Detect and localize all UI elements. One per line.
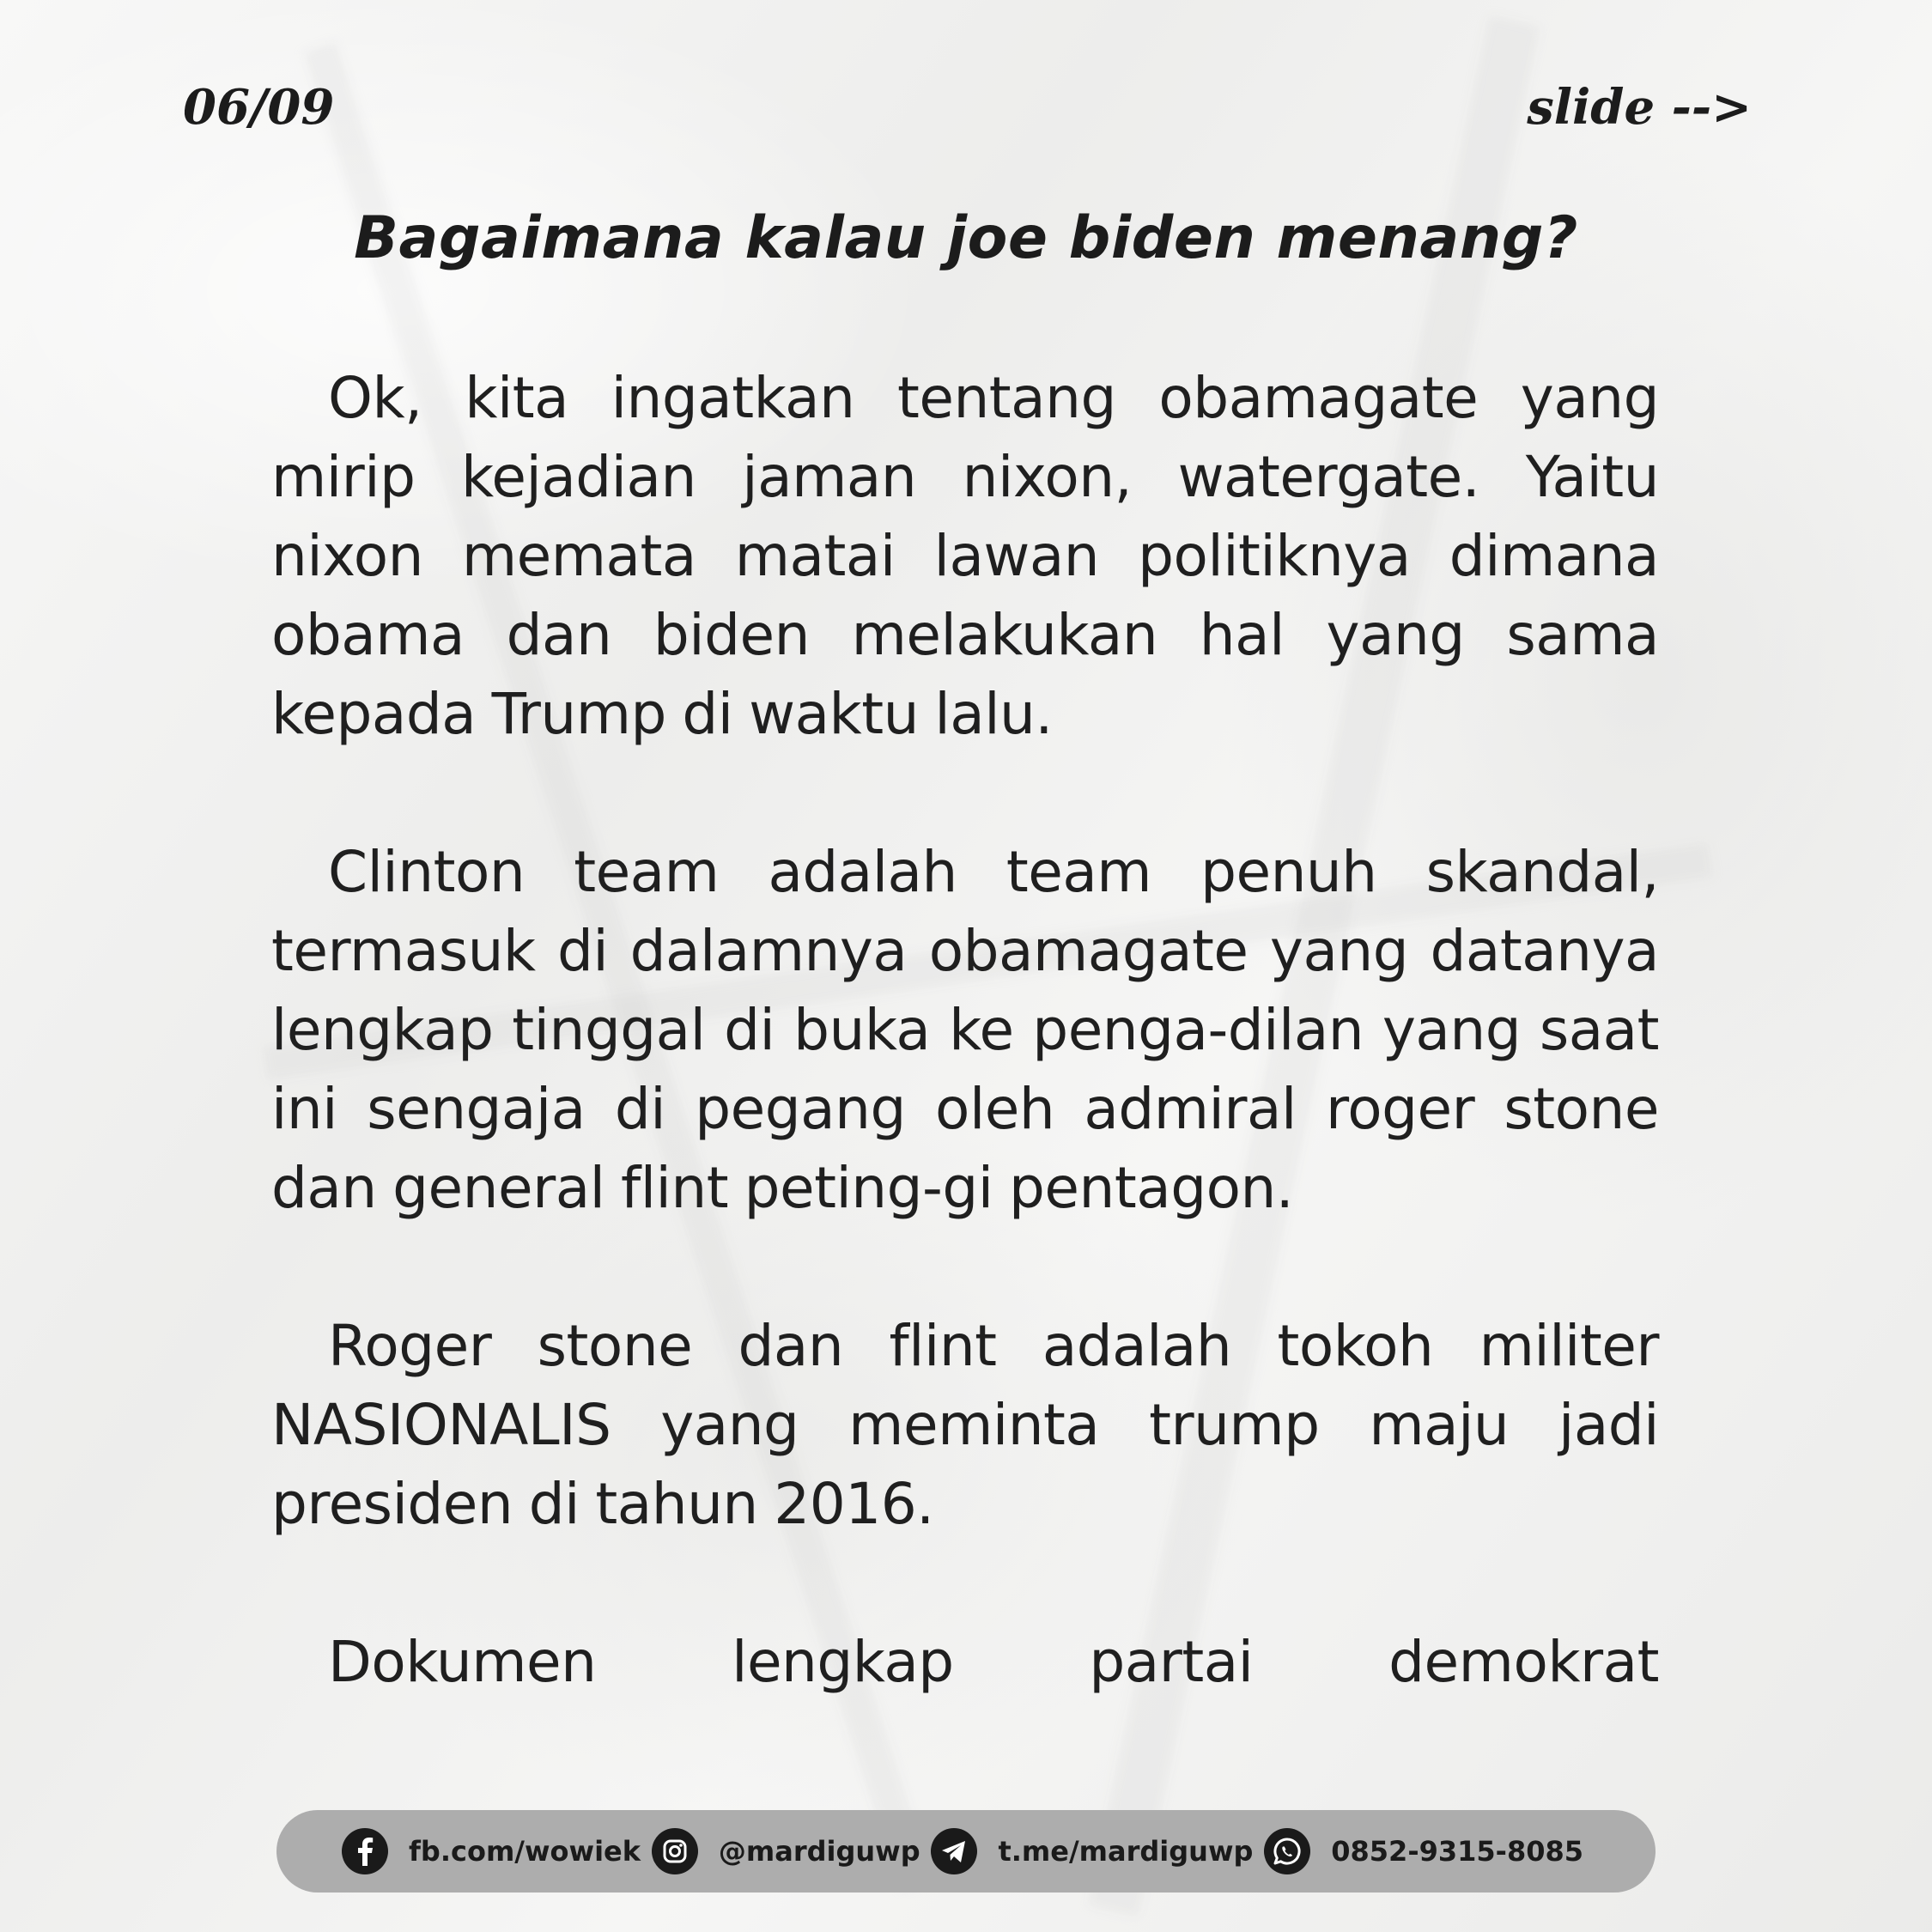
page-title: Bagaimana kalau joe biden menang? — [354, 204, 1578, 272]
page-number: 06/09 — [183, 79, 335, 136]
contact-label: 0852-9315-8085 — [1331, 1835, 1583, 1868]
contact-instagram[interactable] — [652, 1828, 920, 1874]
paragraph: Ok, kita ingatkan tentang obamagate yang mirip kejadian jaman nixon, watergate. Yaitu nixon memata matai lawan politiknya dimana obama dan biden melakukan hal yang sama kepada Trump di waktu lalu. — [271, 365, 1659, 747]
paragraph: Dokumen lengkap partai demokrat — [328, 1629, 1659, 1695]
whatsapp-icon — [1264, 1828, 1310, 1874]
instagram-icon — [652, 1828, 698, 1874]
contact-telegram[interactable] — [931, 1828, 1253, 1874]
paragraph: Clinton team adalah team penuh skandal, termasuk di dalamnya obamagate yang datanya lengkap tinggal di buka ke penga-dilan yang saat ini sengaja di pegang oleh admiral roger stone dan general flint peting-gi pentagon. — [271, 839, 1659, 1221]
contact-bar — [276, 1810, 1656, 1893]
contact-whatsapp[interactable] — [1264, 1828, 1583, 1874]
article-body — [271, 359, 1659, 1702]
telegram-icon — [931, 1828, 977, 1874]
slide-hint: slide --> — [1527, 79, 1752, 136]
facebook-icon — [342, 1828, 388, 1874]
paragraph: Roger stone dan flint adalah tokoh militer NASIONALIS yang meminta trump maju jadi presiden di tahun 2016. — [271, 1313, 1659, 1537]
contact-facebook[interactable] — [342, 1828, 641, 1874]
contact-label: @mardiguwp — [718, 1835, 920, 1868]
contact-label: t.me/mardiguwp — [998, 1835, 1254, 1868]
contact-label: fb.com/wowiek — [409, 1835, 641, 1868]
